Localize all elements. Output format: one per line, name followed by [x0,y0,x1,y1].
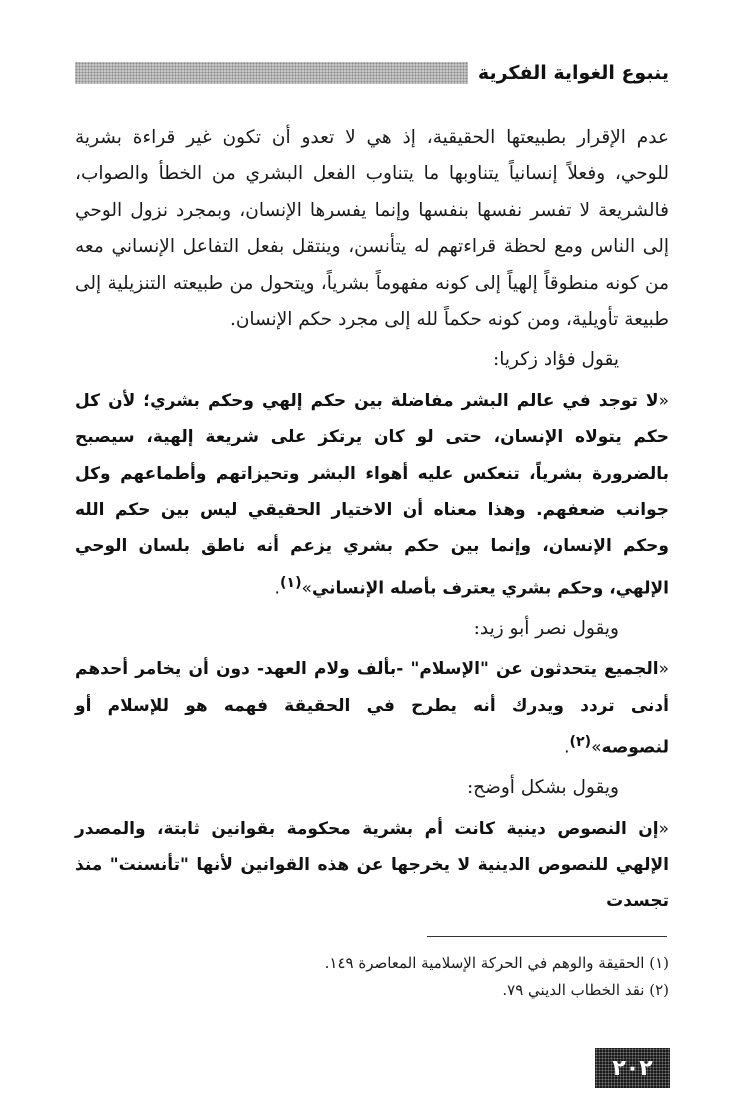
footnote-ref: (٢) [569,734,592,751]
quote-intro-fouad-zakariya: يقول فؤاد زكريا: [492,349,619,371]
quote-fouad-zakariya: «لا توجد في عالم البشر مفاضلة بين حكم إلهي وحكم بشري؛ لأن كل حكم يتولاه الإنسان، حتى لو كان يرتكز على شريعة إلهية، سيصبح بالضرورة بشرياً، تنعكس عليه أهواء البشر وتحيزاتهم وأطماعهم وكل جوانب ضعفهم. وهذا معناه أن الاختيار الحقيقي ليس بين حكم الله وحكم الإنسان، وإنما بين حكم بشري يزعم أنه ناطق بلسان الوحي الإلهي، وحكم بشري يعترف بأصله الإنساني»$^{(١)}$. [75,390,669,599]
header-title: ينبوع الغواية الفكرية [477,62,669,84]
quote-texts-laws: «إن النصوص دينية كانت أم بشرية محكومة بقوانين ثابتة، والمصدر الإلهي للنصوص الدينية لا يخرجها عن هذه القوانين لأنها "تأنسنت" منذ تجسدت [75,818,669,912]
page-body [75,120,669,920]
quote-text: الجميع يتحدثون عن "الإسلام" -بألف ولام العهد- دون أن يخامر أحدهم أدنى تردد ويدرك أنه يطرح في الحقيقة فهمه هو للإسلام أو لنصوصه [75,659,669,758]
footnotes [75,950,669,1004]
page-number-box [595,1048,670,1088]
quote-intro-clearer: ويقول بشكل أوضح: [466,777,619,799]
quote-text: إن النصوص دينية كانت أم بشرية محكومة بقوانين ثابتة، والمصدر الإلهي للنصوص الدينية لا يخرجها عن هذه القوانين لأنها "تأنسنت" منذ تجسدت [75,818,669,912]
running-header [75,55,669,91]
quote-intro-nasr-abu-zayd: ويقول نصر أبو زيد: [473,617,619,639]
footnote-separator [427,936,667,937]
quote-text: لا توجد في عالم البشر مفاضلة بين حكم إلهي وحكم بشري؛ لأن كل حكم يتولاه الإنسان، حتى لو كان يرتكز على شريعة إلهية، سيصبح بالضرورة بشرياً، تنعكس عليه أهواء البشر وتحيزاتهم وأطماعهم وكل جوانب ضعفهم. وهذا معناه أن الاختيار الحقيقي ليس بين حكم الله وحكم الإنسان، وإنما بين حكم بشري يزعم أنه ناطق بلسان الوحي الإلهي، وحكم بشري يعترف بأصله الإنساني [75,390,669,599]
quote-nasr-abu-zayd: «الجميع يتحدثون عن "الإسلام" -بألف ولام العهد- دون أن يخامر أحدهم أدنى تردد ويدرك أنه يطرح في الحقيقة فهمه هو للإسلام أو لنصوصه»$^{(٢)}$. [75,659,669,758]
footnote-item: (١) الحقيقة والوهم في الحركة الإسلامية المعاصرة ١٤٩. [324,954,669,972]
paragraph-main: عدم الإقرار بطبيعتها الحقيقية، إذ هي لا تعدو أن تكون غير قراءة بشرية للوحي، وفعلاً إنسانياً يتناوبها ما يتناوب الفعل البشري من الخطأ والصواب، فالشريعة لا تفسر نفسها بنفسها وإنما يفسرها الإنسان، وبمجرد نزول الوحي إلى الناس ومع لحظة قراءتهم له يتأنسن، وينتقل بفعل التفاعل الإنساني معه من كونه منطوقاً إلهياً إلى كونه مفهوماً بشرياً، ويتحول من طبيعته التنزيلية إلى طبيعة تأويلية، ومن كونه حكماً لله إلى مجرد حكم الإنسان. [75,127,669,331]
page-number: ٢٠٢ [612,1055,653,1081]
header-decorative-bar [75,62,468,84]
footnote-ref: (١) [279,574,302,591]
footnote-item: (٢) نقد الخطاب الديني ٧٩. [502,981,669,999]
